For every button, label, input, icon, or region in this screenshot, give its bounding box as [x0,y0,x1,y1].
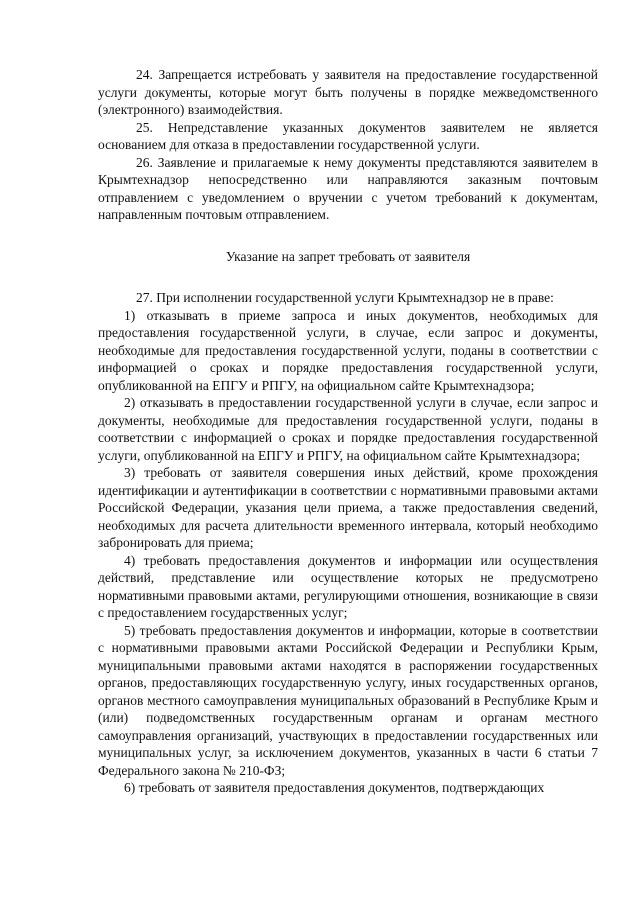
list-item-3: 3) требовать от заявителя совершения иных действий, кроме прохождения идентификации и аутентификации в соответствии с нормативными правовыми актами Российской Федерации, указания цели приема, а также предоставления сведений, необходимых для расчета длительности временного интервала, который необходимо забронировать для приема; [98,465,598,550]
list-item-4: 4) требовать предоставления документов и информации или осуществления действий, представление или осуществление которых не предусмотрено нормативными правовыми актами, регулирующими отношения, возникающие в связи с предоставлением государственных услуг; [98,552,598,620]
paragraph-26: 26. Заявление и прилагаемые к нему документы представляются заявителем в Крымтехнадзор непосредственно или направляются заказным почтовым отправлением с уведомлением о вручении с учетом требований к документам, направленным почтовым отправлением. [98,154,598,222]
paragraph-24: 24. Запрещается истребовать у заявителя на предоставление государственной услуги документы, которые могут быть получены в порядке межведомственного (электронного) взаимодействия. [98,67,598,117]
list-item-5: 5) требовать предоставления документов и информации, которые в соответствии с нормативными правовыми актами Российской Федерации и Республики Крым, муниципальными правовыми актами находятся в распоряжении государственных органов, предоставляющих государственную услугу, иных государственных органов, органов местного самоуправления муниципальных образований в Республике Крым и (или) подведомственных государственным органам и органам местного самоуправления организаций, участвующих в предоставлении государственных или муниципальных услуг, за исключением документов, указанных в части 6 статьи 7 Федерального закона № 210-ФЗ; [98,622,598,778]
list-item-2: 2) отказывать в предоставлении государственной услуги в случае, если запрос и документы, необходимые для предоставления государственной услуги, поданы в соответствии с информацией о сроках и порядке предоставления государственной услуги, опубликованной на ЕПГУ и РПГУ, на официальном сайте Крымтехнадзора; [98,395,598,463]
paragraph-25: 25. Непредставление указанных документов заявителем не является основанием для отказа в предоставлении государственной услуги. [98,119,598,152]
section-heading: Указание на запрет требовать от заявителя [225,248,471,264]
document-body [98,66,598,797]
prohibition-list [98,307,598,797]
list-item-1: 1) отказывать в приеме запроса и иных документов, необходимых для предоставления государственной услуги, в случае, если запрос и документы, необходимые для предоставления государственной услуги, поданы в соответствии с информацией о сроках и порядке предоставления государственной услуги, опубликованной на ЕПГУ и РПГУ, на официальном сайте Крымтехнадзора; [98,307,598,393]
paragraph-27: 27. При исполнении государственной услуги Крымтехнадзор не в праве: [136,290,554,305]
list-item-6: 6) требовать от заявителя предоставления документов, подтверждающих [124,780,545,795]
